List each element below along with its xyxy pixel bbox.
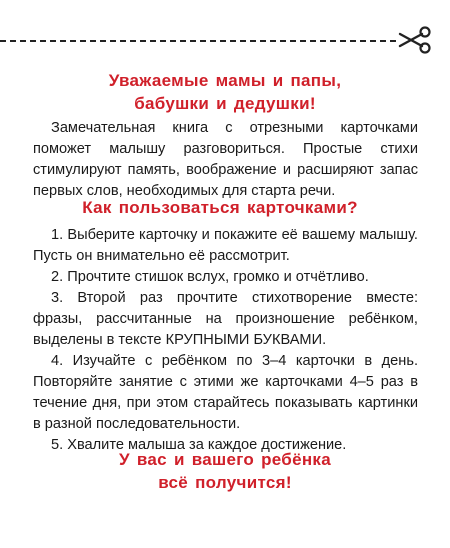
greeting-line-1: Уважаемые мамы и папы,	[108, 71, 342, 90]
closing-line-1: У вас и вашего ребёнка	[118, 450, 331, 469]
greeting-heading	[0, 69, 450, 115]
greeting-line-2: бабушки и дедушки!	[134, 94, 316, 113]
list-item: 3. Второй раз прочтите стихотворение вместе: фразы, рассчитанные на произношение ребёнком, выделены в тексте КРУПНЫМИ БУКВАМИ.	[33, 290, 418, 348]
closing-line-2: всё получится!	[158, 473, 292, 492]
intro-paragraph: Замечательная книга с отрезными карточками поможет малышу разговориться. Простые стихи стимулируют память, воображение и расширяют запас первых слов, необходимых для старта речи.	[33, 120, 418, 199]
cut-line	[0, 40, 396, 42]
list-item: 5. Хвалите малыша за каждое достижение.	[51, 437, 347, 453]
list-item: 1. Выберите карточку и покажите её вашему малышу. Пусть он внимательно её рассмотрит.	[33, 227, 418, 264]
scissors-icon	[398, 24, 432, 56]
instructions-list	[33, 225, 418, 456]
list-item: 2. Прочтите стишок вслух, громко и отчётливо.	[51, 269, 369, 285]
howto-heading: Как пользоваться карточками?	[82, 198, 358, 217]
list-item: 4. Изучайте с ребёнком по 3–4 карточки в день. Повторяйте занятие с этими же карточками 4–5 раз в течение дня, при этом старайтесь показывать картинки в разной последовательности.	[33, 353, 418, 432]
closing-heading	[0, 448, 450, 494]
